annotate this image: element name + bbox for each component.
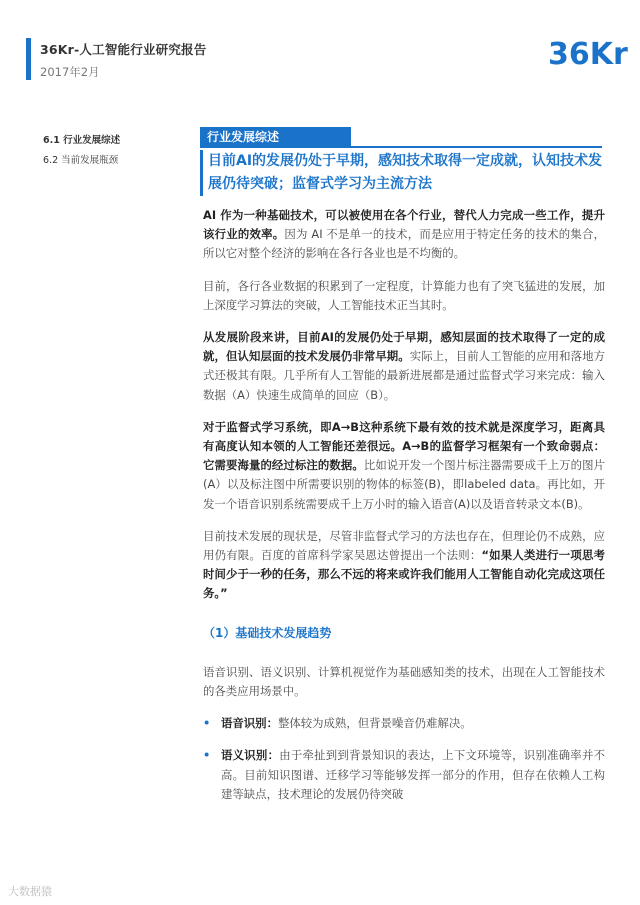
- paragraph-4-text: 比如说开发一个图片标注器需要成千上万的图片(A）以及标注图中所需要识别的物体的标签(B)，即labeled data。再比如，开发一个语音识别系统需要成千上万小时的输入语音(A)以及语音转录文本(B)。: [203, 458, 605, 511]
- paragraph-4: [203, 418, 605, 514]
- section-tag: 行业发展综述: [200, 127, 351, 147]
- paragraph-4-emphasis: 对于监督式学习系统，即A→B这种系统下最有效的技术就是深度学习，距离具有高度认知本领的人工智能还差很远。A→B的监督学习框架有一个致命弱点：它需要海量的经过标注的数据。: [203, 419, 605, 473]
- bullet-text: 整体较为成熟，但背景噪音仍难解决。: [277, 716, 472, 731]
- toc-item-6-2[interactable]: 6.2 当前发展瓶颈: [43, 155, 119, 166]
- paragraph-2: 目前，各行各业数据的积累到了一定程度，计算能力也有了突飞猛进的发展，加上深度学习算法的突破，人工智能技术正当其时。: [203, 278, 605, 312]
- paragraph-5-text: 目前技术发展的现状是，尽管非监督式学习的方法也存在，但理论仍不成熟，应用仍有限。百度的首席科学家吴恩达曾提出一个法则：: [203, 528, 605, 563]
- report-title: 36Kr-人工智能行业研究报告: [40, 42, 207, 57]
- paragraph-1-emphasis: AI 作为一种基础技术，可以被使用在各个行业，替代人力完成一些工作，提升该行业的效率。: [203, 208, 605, 242]
- 36kr-logo: [546, 32, 628, 72]
- table-of-contents: [43, 132, 120, 172]
- paragraph-3-emphasis: 从发展阶段来讲，目前AI的发展仍处于早期，感知层面的技术取得了一定的成就，但认知层面的技术发展仍非常早期。: [203, 330, 605, 364]
- header-accent-bar: [26, 38, 31, 80]
- paragraph-3: [203, 328, 605, 405]
- toc-item-6-1[interactable]: 6.1 行业发展综述: [43, 135, 121, 146]
- body-content: [203, 206, 605, 817]
- logo-text: 36Kr: [548, 37, 628, 72]
- paragraph-3-text: 实际上，目前人工智能的应用和落地方式还极其有限。几乎所有人工智能的最新进展都是通过监督式学习来完成：输入数据（A）快速生成简单的回应（B）。: [203, 349, 605, 402]
- paragraph-6: 语音识别、语义识别、计算机视觉作为基础感知类的技术，出现在人工智能技术的各类应用场景中。: [203, 664, 605, 699]
- bullet-semantic-recognition: [203, 746, 605, 804]
- paragraph-1-text: 因为 AI 不是单一的技术，而是应用于特定任务的技术的集合，所以它对整个经济的影响在各行各业也是不均衡的。: [203, 227, 605, 261]
- subheading-basic-tech-trend: （1）基础技术发展趋势: [203, 625, 332, 640]
- bullet-speech-recognition: [203, 714, 605, 733]
- section-headline: 目前AI的发展仍处于早期，感知技术取得一定成就，认知技术发展仍待突破；监督式学习为主流方法: [200, 150, 610, 196]
- paragraph-1: [203, 206, 605, 264]
- paragraph-5: [203, 527, 605, 604]
- paragraph-5-quote: “如果人类进行一项思考时间少于一秒的任务，那么不远的将来或许我们能用人工智能自动化完成这项任务。”: [203, 548, 605, 601]
- report-date: 2017年2月: [40, 65, 100, 79]
- watermark: 大数据猿: [8, 885, 52, 898]
- bullet-text: 由于牵扯到到背景知识的表达，上下文环境等，识别准确率并不高。目前知识图谱、迁移学习等能够发挥一部分的作用，但存在依赖人工构建等缺点，技术理论的发展仍待突破: [221, 748, 605, 801]
- bullet-term: 语义识别：: [221, 748, 280, 763]
- bullet-term: 语音识别：: [221, 716, 278, 731]
- section-divider: [200, 146, 602, 148]
